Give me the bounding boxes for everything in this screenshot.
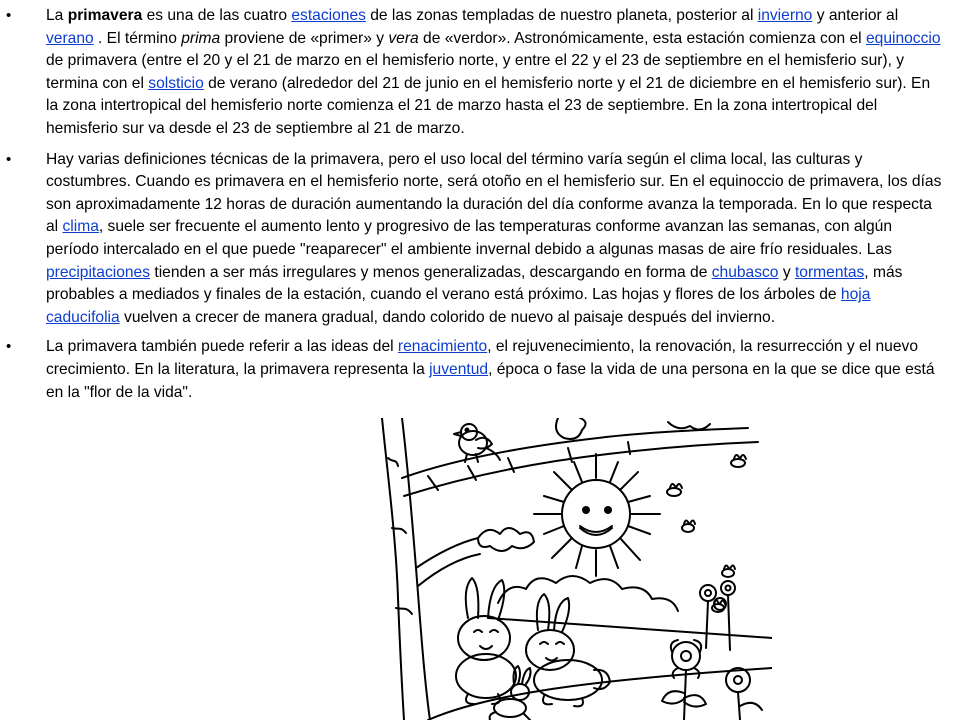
- bullet-marker: •: [6, 7, 12, 24]
- text-run: Hay varias definiciones técnicas de la primavera, pero el uso local del término varía según el clima local, las culturas y costumbres. Cuando es primavera en el hemisferio norte, será otoño en el hemisferio sur. En el equinoccio de primavera, los días son aproximadamente 12 horas de duración aumentando la duración del día conforme avanza la temporada. En lo que respecta al: [46, 150, 942, 236]
- text-run: vuelven a crecer de manera gradual, dando colorido de nuevo al paisaje después del invierno.: [119, 308, 776, 326]
- list-item-intro: [0, 5, 960, 141]
- paragraph-text: [46, 7, 941, 137]
- bushes: [498, 576, 678, 611]
- link-hoja-caducifolia[interactable]: hoja caducifolia: [46, 286, 871, 326]
- italic-term: vera: [388, 29, 419, 47]
- link-renacimiento[interactable]: renacimiento: [397, 338, 488, 356]
- bullet-marker: •: [6, 338, 12, 356]
- text-run: y anterior al: [812, 7, 899, 24]
- bunny-left-drawing: [456, 578, 516, 704]
- paragraph-text: [46, 151, 941, 326]
- link-precipitaciones[interactable]: precipitaciones: [46, 263, 151, 281]
- link-clima[interactable]: clima: [62, 218, 99, 236]
- text-run: y: [778, 263, 795, 281]
- tree-branch: [402, 428, 748, 478]
- list-item-symbolism: [0, 336, 960, 404]
- text-run: La: [46, 7, 68, 24]
- link-chubasco[interactable]: chubasco: [711, 263, 779, 281]
- bold-term: primavera: [67, 7, 143, 24]
- link-solsticio[interactable]: solsticio: [148, 74, 204, 92]
- bullet-list: [0, 5, 960, 404]
- link-juventud[interactable]: juventud: [429, 360, 489, 378]
- spring-illustration: [368, 418, 772, 720]
- text-run: , más probables a mediados y finales de la estación, cuando el verano está próximo. Las hojas y flores de los árboles de: [46, 263, 903, 304]
- link-invierno[interactable]: invierno: [757, 7, 813, 24]
- tree-trunk: [382, 418, 404, 720]
- text-run: de «verdor». Astronómicamente, esta estación comienza con el: [418, 29, 866, 47]
- bullet-marker: •: [6, 150, 12, 168]
- italic-term: prima: [181, 29, 221, 47]
- list-item-definitions: [0, 149, 960, 330]
- leaf-cluster: [478, 528, 534, 551]
- spring-scene-drawing: [368, 418, 772, 720]
- link-tormentas[interactable]: tormentas: [794, 263, 865, 281]
- text-run: tienden a ser más irregulares y menos generalizadas, descargando en forma de: [150, 263, 712, 281]
- text-run: es una de las cuatro: [142, 7, 292, 24]
- text-run: La primavera también puede referir a las ideas del: [46, 338, 398, 356]
- text-run: de verano (alrededor del 21 de junio en el hemisferio norte y el 21 de diciembre en el hemisferio sur). En la zona intertropical del hemisferio norte comienza el 21 de marzo hasta el 23 de septiembre. En la zona intertropical del hemisferio sur va desde el 23 de septiembre al 21 de marzo.: [46, 74, 931, 137]
- sun-drawing: [534, 454, 660, 576]
- text-run: de las zonas templadas de nuestro planeta, posterior al: [365, 7, 758, 24]
- bunny-right-drawing: [526, 594, 610, 706]
- flowers-drawing: [662, 581, 762, 720]
- link-equinoccio[interactable]: equinoccio: [865, 29, 941, 47]
- paragraph-text: [46, 338, 935, 400]
- bird-drawing: [454, 424, 500, 462]
- text-run: , suele ser frecuente el aumento lento y progresivo de las temperaturas conforme avanzan las semanas, con algún período intercalado en el que puede "reaparecer" el ambiente invernal debido a algunas masas de aire frío residuales. Las: [46, 218, 893, 258]
- link-verano[interactable]: verano: [46, 29, 94, 47]
- text-run: , época o fase la vida de una persona en la que se dice que está en la "flor de la vida".: [46, 360, 935, 401]
- text-run: , el rejuvenecimiento, la renovación, la resurrección y el nuevo crecimiento. En la literatura, la primavera representa la: [46, 338, 918, 378]
- text-run: de primavera (entre el 20 y el 21 de marzo en el hemisferio norte, y entre el 22 y el 23 de septiembre en el hemisferio sur), y termina con el: [46, 52, 905, 92]
- text-run: . El término: [93, 29, 182, 47]
- link-estaciones[interactable]: estaciones: [291, 7, 366, 24]
- text-run: proviene de «primer» y: [220, 29, 389, 47]
